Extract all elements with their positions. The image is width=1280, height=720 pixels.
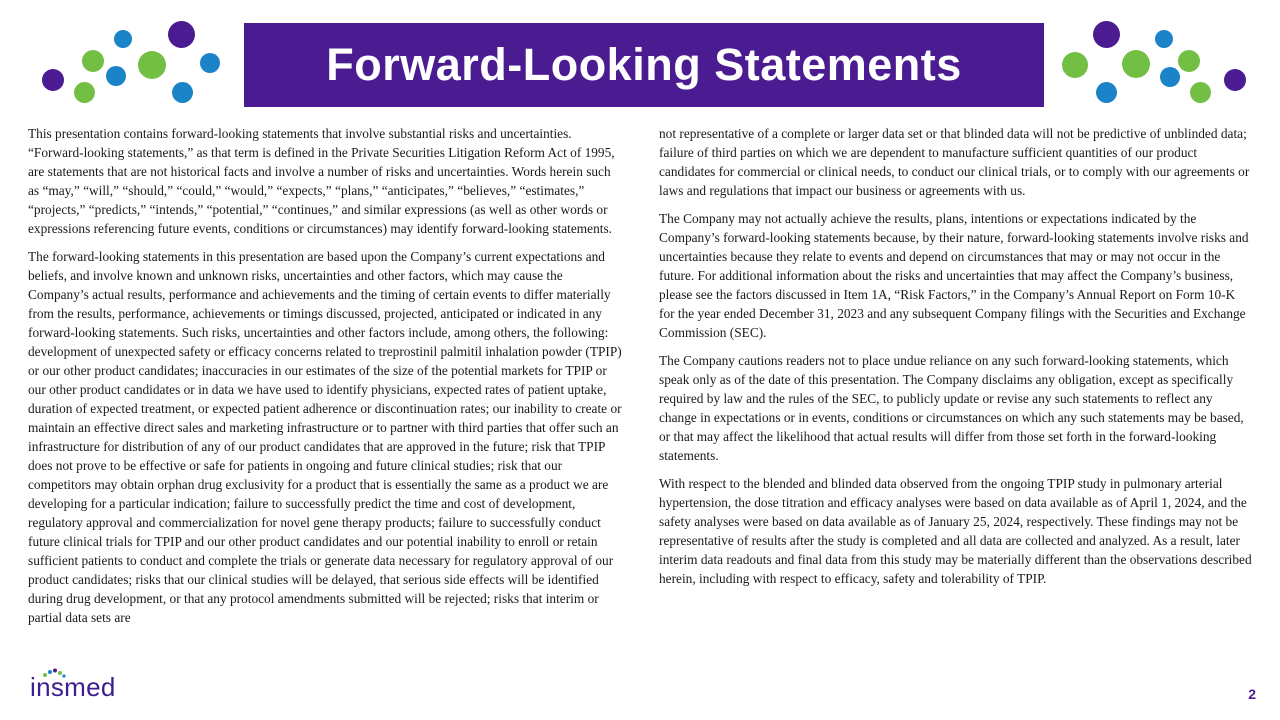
page-title: Forward-Looking Statements	[326, 39, 962, 90]
decorative-dots-left	[0, 0, 230, 110]
right-text-column	[659, 124, 1253, 597]
dot-blue	[1155, 30, 1173, 48]
dot-green	[74, 82, 95, 103]
dot-green	[82, 50, 104, 72]
page-number: 2	[1248, 686, 1256, 702]
dot-blue	[114, 30, 132, 48]
risk-factors-continued-paragraph: not representative of a complete or larger data set or that blinded data will not be predictive of unblinded data; failure of third parties on which we are dependent to manufacture sufficient quantities of our product candidates for commercial or clinical needs, to conduct our clinical trials, or to comply with our agreements or laws and regulations that impact our business or agreements with us.	[659, 126, 1250, 198]
dot-blue	[106, 66, 126, 86]
dot-purple	[42, 69, 64, 91]
logo-wordmark: insmed	[30, 672, 116, 702]
dot-blue	[1096, 82, 1117, 103]
dot-purple	[1224, 69, 1246, 91]
insmed-logo	[30, 668, 130, 704]
title-banner	[244, 23, 1044, 107]
dot-blue	[200, 53, 220, 73]
tpip-data-paragraph: With respect to the blended and blinded data observed from the ongoing TPIP study in pulmonary arterial hypertension, the dose titration and efficacy analyses were based on data available as of April 1, 2024, and the safety analyses were based on data available as of January 25, 2024, respectively. These findings may not be representative of results after the study is completed and all data are collected and analyzed. As a result, later interim data readouts and final data from this study may be materially different than the observations described herein, including with respect to efficacy, safety and tolerability of TPIP.	[659, 476, 1252, 586]
undue-reliance-paragraph: The Company cautions readers not to place undue reliance on any such forward-looking statements, which speak only as of the date of this presentation. The Company disclaims any obligation, except as specifically required by law and the rules of the SEC, to publicly update or revise any such statements to reflect any change in expectations or in events, conditions or circumstances on which any such statements may be based, or that may affect the likelihood that actual results will differ from those set forth in the forward-looking statements.	[659, 353, 1244, 463]
risk-factors-paragraph: The forward-looking statements in this presentation are based upon the Company’s current expectations and beliefs, and involve known and unknown risks, uncertainties and other factors, which may cause the Company’s actual results, performance and achievements and the timing of certain events to differ materially from the results, performance, achievements or timings discussed, projected, anticipated or indicated in any forward-looking statements. Such risks, uncertainties and other factors include, among others, the following: development of unexpected safety or efficacy concerns related to treprostinil palmitil inhalation powder (TPIP) or our other product candidates; inaccuracies in our estimates of the size of the potential markets for TPIP or our other product candidates or in data we have used to identify physicians, expected rates of patient uptake, duration of expected treatment, or expected patient adherence or discontinuation rates; our inability to create or maintain an effective direct sales and marketing infrastructure or to partner with third parties that offer such an infrastructure for distribution of any of our product candidates that are approved in the future; risk that TPIP does not prove to be effective or safe for patients in ongoing and future clinical studies; risk that our competitors may obtain orphan drug exclusivity for a product that is essentially the same as a product we are developing for a particular indication; failure to successfully predict the time and cost of development, regulatory approval and commercialization for novel gene therapy products; failure to successfully conduct future clinical trials for TPIP and our other product candidates and our potential inability to enroll or retain sufficient patients to conduct and complete the trials or generate data necessary for regulatory approval of our product candidates; risks that our clinical studies will be delayed, that serious side effects will be identified during drug development, or that any protocol amendments submitted will be rejected; risks that interim or partial data sets are	[28, 249, 622, 625]
no-assurance-paragraph: The Company may not actually achieve the results, plans, intentions or expectations indicated by the Company’s forward-looking statements because, by their nature, forward-looking statements involve risks and uncertainties because they relate to events and depend on circumstances that may or may not occur in the future. For additional information about the risks and uncertainties that may affect the Company’s business, please see the factors discussed in Item 1A, “Risk Factors,” in the Company’s Annual Report on Form 10-K for the year ended December 31, 2023 and any subsequent Company filings with the Securities and Exchange Commission (SEC).	[659, 211, 1249, 340]
dot-purple	[1093, 21, 1120, 48]
dot-green	[1178, 50, 1200, 72]
dot-purple	[168, 21, 195, 48]
decorative-dots-right	[1050, 0, 1280, 110]
dot-green	[138, 51, 166, 79]
dot-blue	[172, 82, 193, 103]
dot-blue	[1160, 67, 1180, 87]
dot-green	[1190, 82, 1211, 103]
dot-green	[1122, 50, 1150, 78]
intro-paragraph: This presentation contains forward-looking statements that involve substantial risks and uncertainties. “Forward-looking statements,” as that term is defined in the Private Securities Litigation Reform Act of 1995, are statements that are not historical facts and involve a number of risks and uncertainties. Words herein such as “may,” “will,” “should,” “could,” “would,” “expects,” “plans,” “anticipates,” “believes,” “estimates,” “projects,” “predicts,” “intends,” “potential,” “continues,” and similar expressions (as well as other words or expressions referencing future events, conditions or circumstances) may identify forward-looking statements.	[28, 126, 615, 236]
dot-green	[1062, 52, 1088, 78]
left-text-column	[28, 124, 622, 636]
